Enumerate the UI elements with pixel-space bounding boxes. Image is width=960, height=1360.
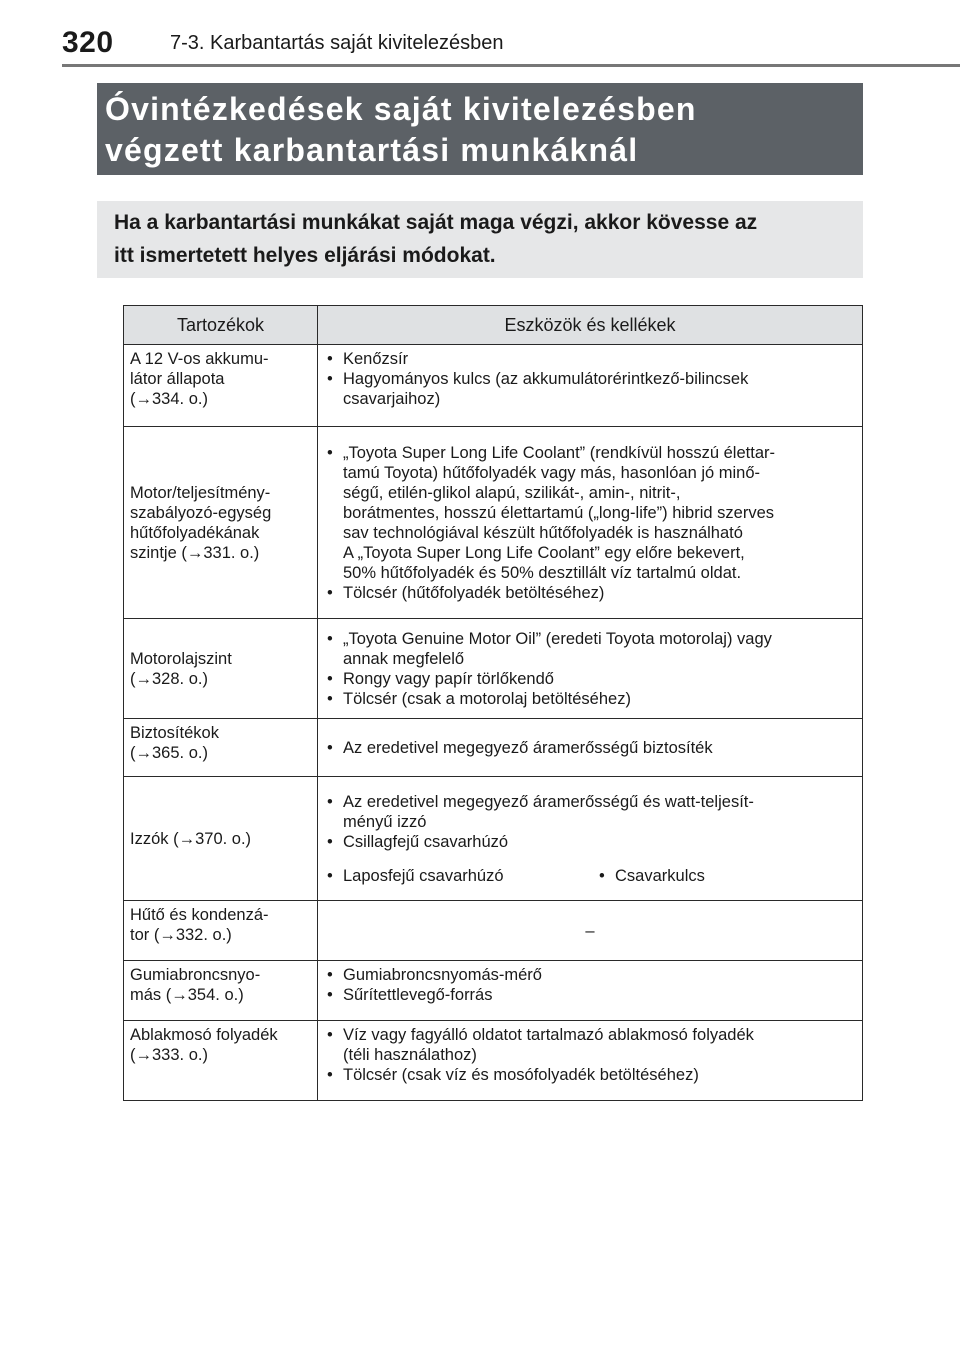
intro-box [97, 201, 863, 278]
tools-list [324, 965, 856, 1005]
table-header-row [124, 306, 863, 345]
list-item-text: • Kenőzsír [343, 350, 409, 368]
two-column-items [324, 866, 856, 886]
column-header-items: Tartozékok [124, 306, 318, 345]
intro-line-2: itt ismertetett helyes eljárási módokat. [114, 244, 496, 267]
list-item-text: ményű izzó [343, 812, 427, 831]
tools-cell [318, 619, 863, 719]
item-label-line: (→365. o.) [130, 744, 208, 762]
tools-cell [318, 427, 863, 619]
table-row [124, 901, 863, 961]
tools-cell [318, 1021, 863, 1101]
tools-cell [318, 777, 863, 901]
tools-list [324, 629, 856, 709]
item-cell [124, 901, 318, 961]
item-label-line: Gumiabroncsnyo- [130, 966, 261, 984]
list-item [324, 985, 856, 1005]
item-label-line: (→333. o.) [130, 1046, 208, 1064]
list-item [324, 443, 856, 583]
tools-cell [318, 961, 863, 1021]
section-title: 7-3. Karbantartás saját kivitelezésben [170, 32, 504, 54]
list-item-text: annak megfelelő [343, 649, 465, 668]
item-cell [124, 427, 318, 619]
list-item: • Csavarkulcs [596, 866, 705, 886]
table-row [124, 345, 863, 427]
not-applicable-dash: – [585, 921, 595, 940]
list-item-text: • „Toyota Genuine Motor Oil” (eredeti Toyota motorolaj) vagy [343, 629, 772, 648]
list-item-text: tamú Toyota) hűtőfolyadék vagy más, hasonlóan jó minő- [343, 463, 761, 482]
tools-list [324, 738, 856, 758]
list-item-text: 50% hűtőfolyadék és 50% desztillált víz tartalmú oldat. [343, 563, 742, 582]
list-item [324, 349, 856, 369]
table-row [124, 1021, 863, 1101]
item-cell [124, 1021, 318, 1101]
list-item-text: • Csillagfejű csavarhúzó [343, 832, 509, 851]
list-item-text: • Hagyományos kulcs (az akkumulátorérintkező-bilincsek [343, 370, 749, 388]
page-title-line-1: Óvintézkedések saját kivitelezésben [105, 91, 697, 127]
page-title-line-2: végzett karbantartási munkáknál [105, 132, 639, 168]
list-item [324, 689, 856, 709]
list-item [324, 1065, 856, 1085]
list-item-text: csavarjaihoz) [343, 390, 441, 408]
header-rule [62, 64, 960, 67]
list-item [324, 965, 856, 985]
list-item [324, 792, 856, 832]
item-label-line: (→334. o.) [130, 390, 208, 408]
list-item [324, 669, 856, 689]
list-item-text: • Az eredetivel megegyező áramerősségű biztosíték [343, 738, 713, 757]
intro-line-1: Ha a karbantartási munkákat saját maga végzi, akkor kövesse az [114, 211, 758, 234]
item-label-line: A 12 V-os akkumu- [130, 350, 269, 368]
list-item-text: • Sűrítettlevegő-forrás [343, 986, 493, 1004]
table-row [124, 961, 863, 1021]
list-item [324, 369, 856, 409]
item-label-line: Izzók (→370. o.) [130, 829, 252, 848]
item-label-line: látor állapota [130, 370, 225, 388]
list-item [324, 738, 856, 758]
list-item-text: • Tölcsér (hűtőfolyadék betöltéséhez) [343, 583, 605, 602]
page-header [62, 18, 922, 66]
item-label-line: (→328. o.) [130, 669, 208, 688]
tools-list [324, 443, 856, 603]
item-cell [124, 619, 318, 719]
item-label-line: szabályozó-egység [130, 503, 272, 522]
list-item-text: • Gumiabroncsnyomás-mérő [343, 966, 542, 984]
list-item-text: (téli használathoz) [343, 1046, 477, 1064]
list-item-text: • „Toyota Super Long Life Coolant” (rendkívül hosszú élettar- [343, 443, 775, 462]
list-item-text: • Tölcsér (csak víz és mosófolyadék betöltéséhez) [343, 1066, 699, 1084]
list-item [324, 583, 856, 603]
item-label-line: Biztosítékok [130, 724, 219, 742]
list-item-text: ségű, etilén-glikol alapú, szilikát-, amin-, nitrit-, [343, 483, 681, 502]
item-label-line: Hűtő és kondenzá- [130, 906, 269, 924]
item-cell [124, 719, 318, 777]
tools-list [324, 349, 856, 409]
table-row [124, 427, 863, 619]
item-label-line: szintje (→331. o.) [130, 543, 260, 562]
list-item-text: sav technológiával készült hűtőfolyadék is használható [343, 523, 743, 542]
item-label-line: Motorolajszint [130, 649, 232, 668]
list-item [324, 1025, 856, 1065]
list-item-text: A „Toyota Super Long Life Coolant” egy előre bekevert, [343, 543, 745, 562]
list-item-text: • Az eredetivel megegyező áramerősségű és watt-teljesít- [343, 792, 754, 811]
tools-list [324, 792, 856, 852]
list-item-text: • Tölcsér (csak a motorolaj betöltéséhez) [343, 689, 631, 708]
item-label-line: más (→354. o.) [130, 986, 244, 1004]
tools-cell [318, 719, 863, 777]
table-row [124, 777, 863, 901]
list-item [324, 832, 856, 852]
item-label-line: Motor/teljesítmény- [130, 483, 271, 502]
list-item-text: • Rongy vagy papír törlőkendő [343, 669, 554, 688]
item-cell [124, 345, 318, 427]
page-number: 320 [62, 26, 114, 59]
list-item [324, 629, 856, 669]
tools-cell [318, 901, 863, 961]
item-label-line: Ablakmosó folyadék [130, 1026, 278, 1044]
item-cell [124, 777, 318, 901]
title-band [97, 83, 863, 175]
table-row [124, 719, 863, 777]
item-label-line: hűtőfolyadékának [130, 523, 260, 542]
item-label-line: tor (→332. o.) [130, 926, 232, 944]
list-item-text: borátmentes, hosszú élettartamú („long-life”) hibrid szerves [343, 503, 775, 522]
tools-list [324, 1025, 856, 1085]
list-item: • Laposfejű csavarhúzó [324, 866, 596, 886]
maintenance-table [123, 305, 863, 1101]
item-cell [124, 961, 318, 1021]
column-header-tools: Eszközök és kellékek [318, 306, 863, 345]
tools-cell [318, 345, 863, 427]
table-row [124, 619, 863, 719]
list-item-text: • Víz vagy fagyálló oldatot tartalmazó ablakmosó folyadék [343, 1026, 754, 1044]
table-body [124, 345, 863, 1101]
